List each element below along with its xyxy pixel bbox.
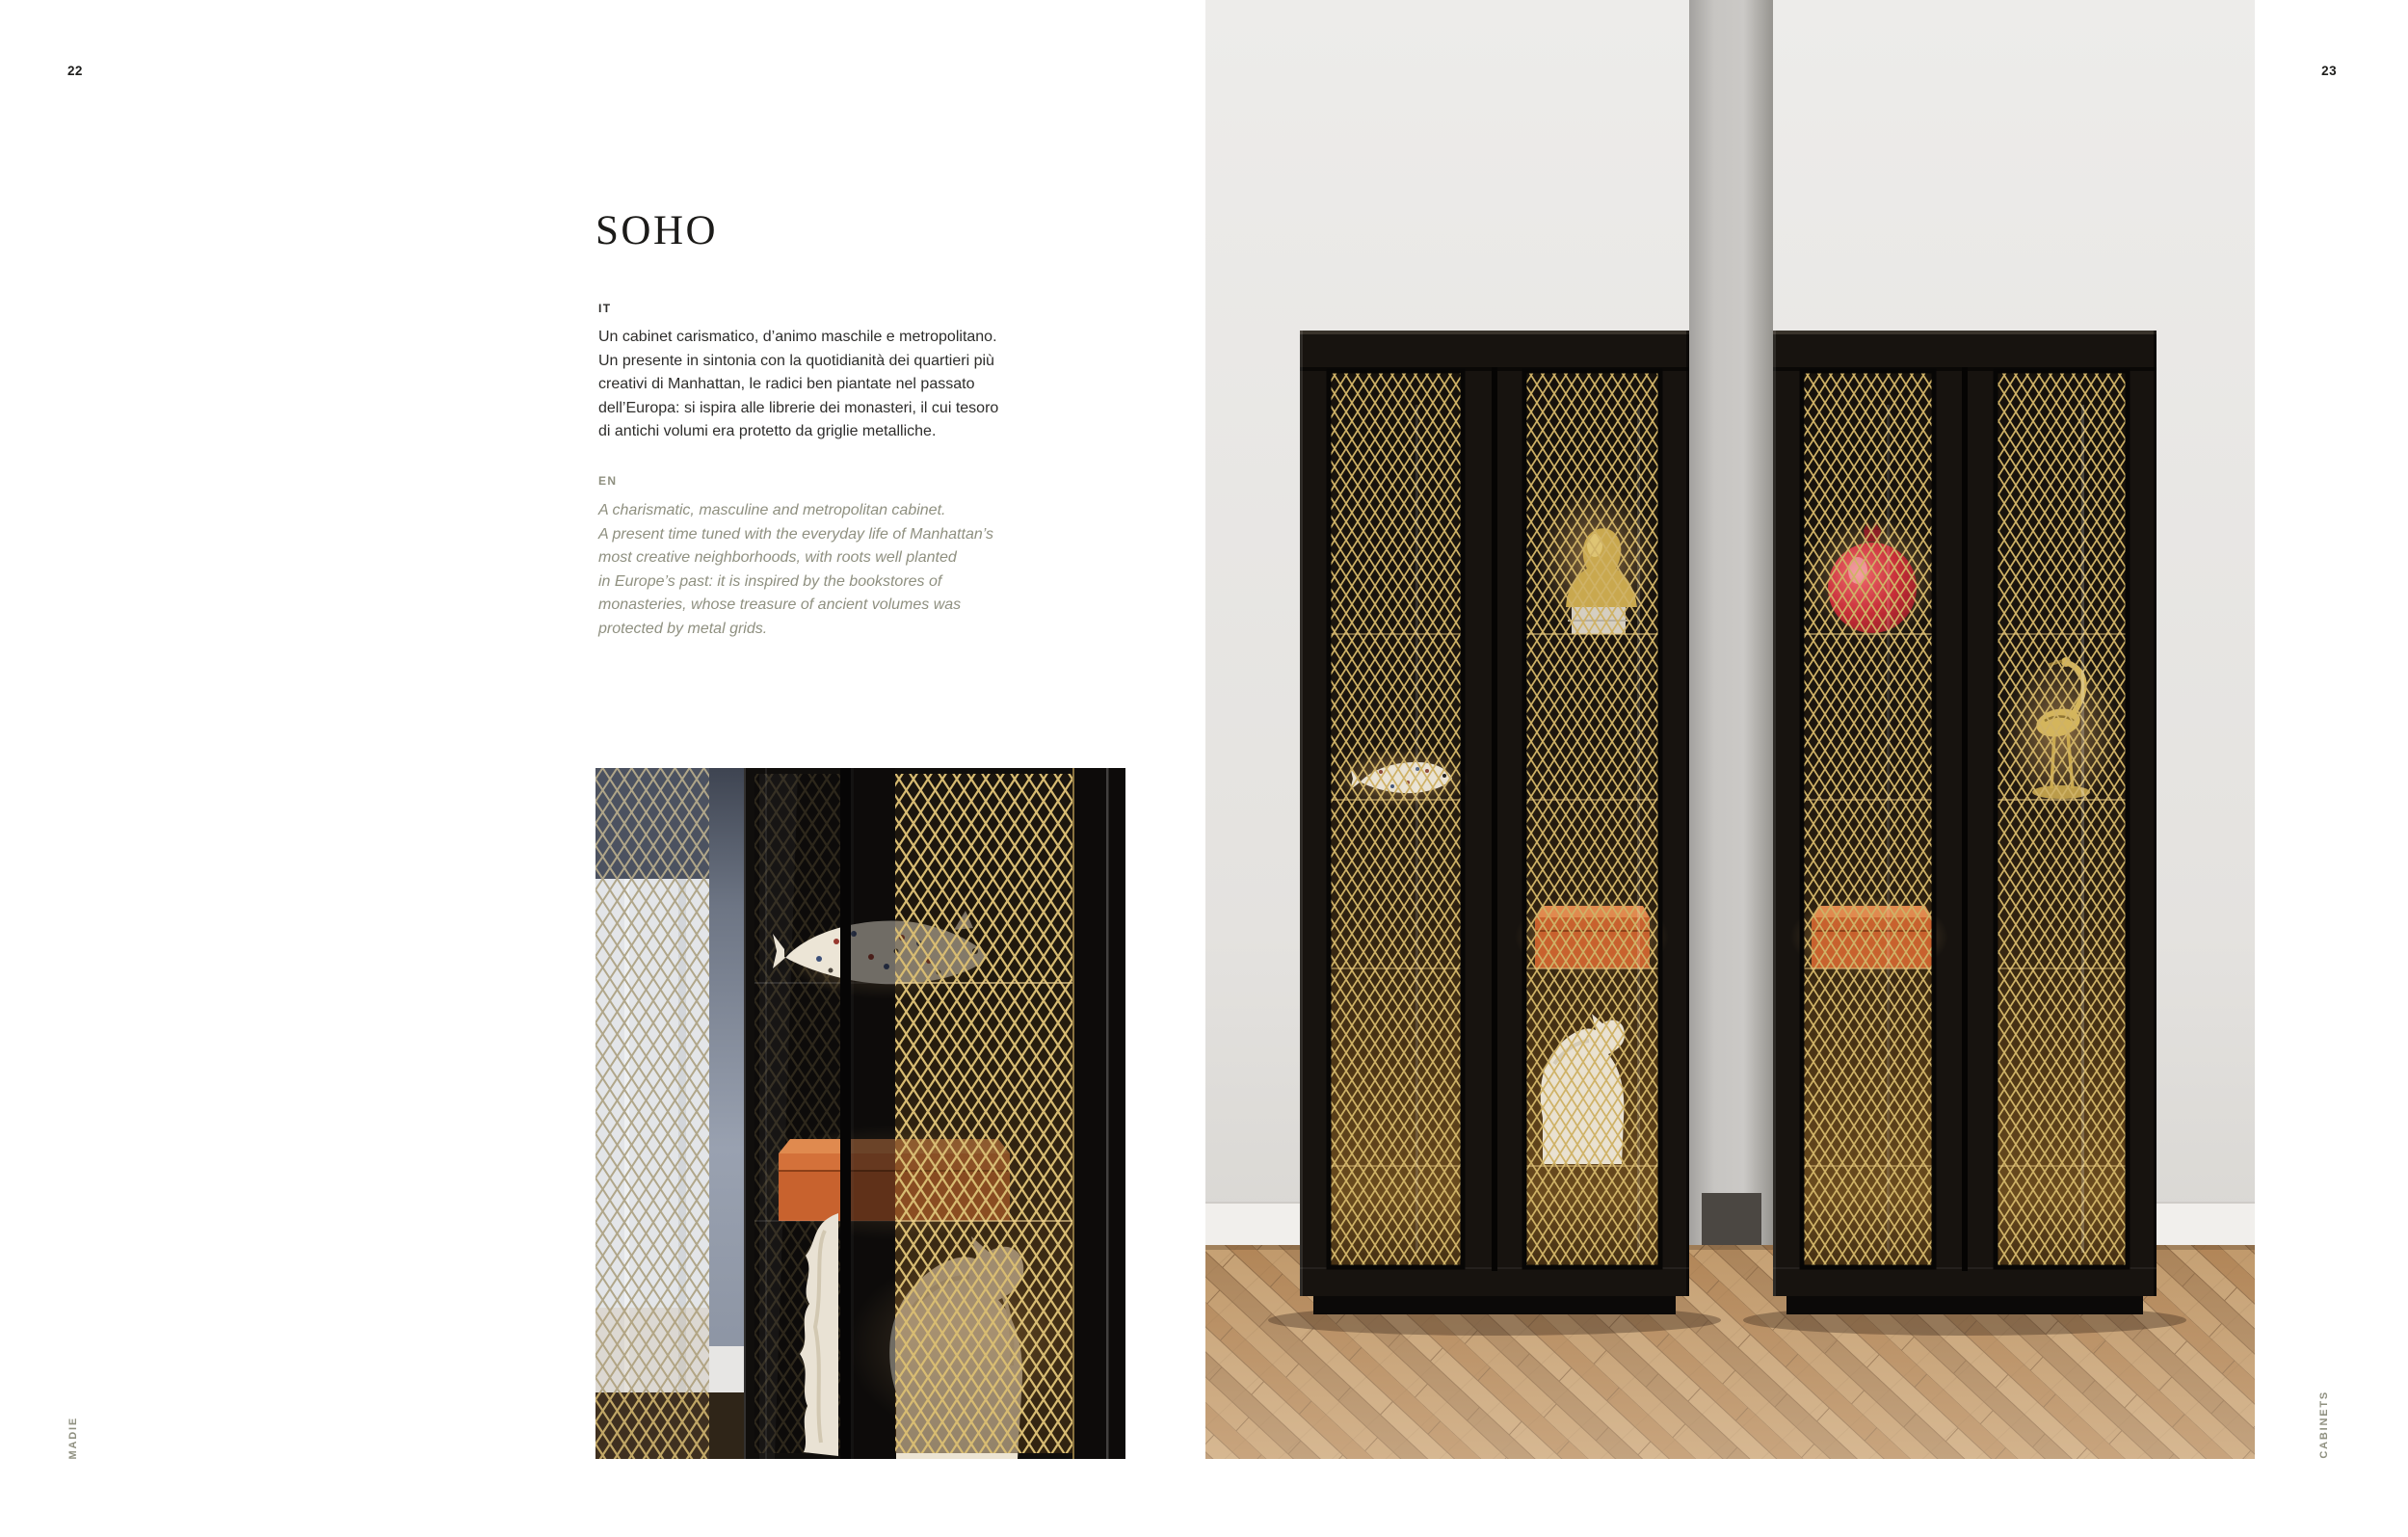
italian-paragraph	[598, 326, 1061, 444]
left-cabinet	[1300, 331, 1689, 1314]
footer-vertical-label-madie: MADIE	[67, 1416, 79, 1459]
mesh-door-panel	[1996, 371, 2128, 1267]
english-line: most creative neighborhoods, with roots well planted	[598, 549, 957, 566]
english-line: monasteries, whose treasure of ancient volumes was	[598, 596, 962, 613]
brass-mesh-door	[895, 774, 1072, 1453]
mesh-door-panel	[1329, 371, 1469, 1267]
cabinet-detail-photo	[595, 768, 1125, 1459]
wall-band	[709, 768, 744, 1459]
italian-line: Un cabinet carismatico, d’animo maschile e metropolitano.	[598, 329, 997, 345]
italian-line: di antichi volumi era protetto da griglie metalliche.	[598, 423, 937, 439]
door-gap	[1492, 367, 1497, 1271]
door-mullion	[840, 768, 851, 1459]
page-title: SOHO	[595, 207, 719, 253]
right-frame	[1072, 768, 1125, 1459]
dark-base-between-cabinets	[1702, 1193, 1761, 1245]
page-number-right: 23	[2321, 64, 2337, 78]
english-label: EN	[598, 474, 618, 488]
wall-recess-between-cabinets	[1689, 0, 1773, 1245]
english-line: A present time tuned with the everyday life of Manhattan’s	[598, 525, 994, 543]
italian-line: dell’Europa: si ispira alle librerie dei monasteri, il cui tesoro	[598, 399, 999, 416]
page-number-left: 22	[67, 64, 83, 78]
door-gap	[1962, 367, 1968, 1271]
mesh-door-panel	[1790, 371, 1948, 1267]
cabinet-detail	[744, 768, 1125, 1459]
cabinets-room-photo	[1205, 0, 2255, 1459]
footer-vertical-label-cabinets: CABINETS	[2318, 1391, 2330, 1459]
english-line: in Europe’s past: it is inspired by the bookstores of	[598, 572, 942, 590]
right-cabinet	[1773, 331, 2157, 1314]
english-paragraph	[598, 499, 1061, 641]
baseboard	[1205, 1202, 1300, 1245]
mesh-door-panel	[1515, 371, 1669, 1267]
curtain-strip	[595, 768, 709, 1459]
baseboard	[2157, 1202, 2255, 1245]
italian-line: creativi di Manhattan, le radici ben piantate nel passato	[598, 376, 975, 392]
english-line: protected by metal grids.	[598, 620, 768, 637]
english-line: A charismatic, masculine and metropolitan cabinet.	[598, 502, 946, 518]
italian-label: IT	[598, 302, 612, 315]
door-stile	[851, 768, 895, 1459]
italian-line: Un presente in sintonia con la quotidianità dei quartieri più	[598, 352, 994, 369]
